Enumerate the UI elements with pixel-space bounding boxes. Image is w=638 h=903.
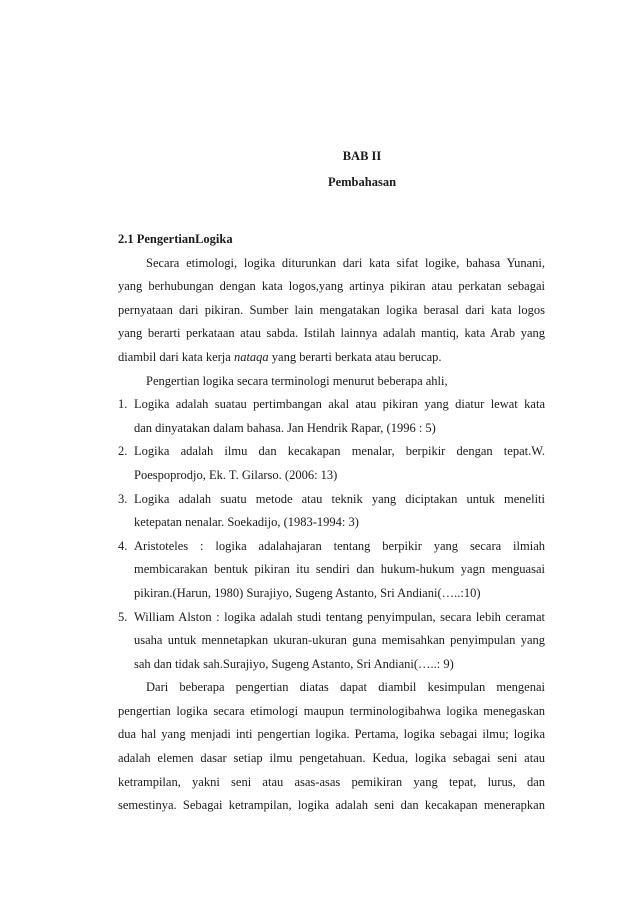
list-text: Poespoprodjo, Ek. T. Gilarso. (2006: 13) — [134, 467, 338, 482]
list-number: 1. — [118, 397, 128, 412]
list-item-5 — [118, 606, 545, 630]
list-text: membicarakan bentuk pikiran itu sendiri dan hukum-hukum yagn menguasai — [134, 562, 545, 577]
para3-line: pengertian logika secara etimologi maupun terminologibahwa logika menegaskan — [118, 703, 545, 718]
list-number: 2. — [118, 444, 128, 459]
para1-line: yang berhubungan dengan kata logos,yang artinya pikiran atau perkatan sebagai — [118, 279, 545, 294]
list-number: 4. — [118, 538, 128, 553]
list-item-3 — [118, 488, 545, 512]
para1-line: yang berarti perkataan atau sabda. Istilah lainnya adalah mantiq, kata Arab yang — [118, 326, 545, 341]
document-body — [118, 228, 545, 818]
list-item-1 — [118, 393, 545, 417]
para1-italic-word: nataqa — [233, 349, 269, 364]
chapter-title: Pembahasan — [327, 175, 397, 189]
para1-text: diambil dari kata kerja — [118, 349, 234, 364]
chapter-header — [0, 143, 638, 195]
list-text: Aristoteles : logika adalahajaran tentang berpikir yang secara ilmiah — [134, 538, 545, 553]
para3-line: ketrampilan, yakni seni atau asas-asas pemikiran yang tepat, lurus, dan — [118, 774, 545, 789]
chapter-number: BAB II — [342, 149, 382, 163]
list-text: Logika adalah suatau pertimbangan akal atau pikiran yang diatur lewat kata — [134, 397, 545, 412]
list-text: sah dan tidak sah.Surajiyo, Sugeng Astanto, Sri Andiani(…..: 9) — [134, 656, 454, 671]
list-text: Logika adalah suatu metode atau teknik yang diciptakan untuk meneliti — [134, 491, 545, 506]
list-number: 3. — [118, 491, 128, 506]
para1-line: Secara etimologi, logika diturunkan dari kata sifat logike, bahasa Yunani, — [146, 255, 545, 270]
list-item-2 — [118, 440, 545, 464]
para3-line: Dari beberapa pengertian diatas dapat diambil kesimpulan mengenai — [146, 680, 545, 695]
para3-line: adalah elemen dasar setiap ilmu pengetahuan. Kedua, logika sebagai seni atau — [118, 751, 545, 766]
section-heading: 2.1 PengertianLogika — [118, 232, 233, 246]
para3-line: dua hal yang menjadi inti pengertian logika. Pertama, logika sebagai ilmu; logika — [118, 727, 545, 742]
list-text: Logika adalah ilmu dan kecakapan menalar, berpikir dengan tepat.W. — [134, 444, 545, 459]
para1-text: yang berarti berkata atau berucap. — [268, 349, 442, 364]
list-text: pikiran.(Harun, 1980) Surajiyo, Sugeng Astanto, Sri Andiani(…..:10) — [134, 585, 481, 600]
list-item-4 — [118, 535, 545, 559]
list-text: William Alston : logika adalah studi tentang penyimpulan, secara lebih ceramat — [134, 609, 545, 624]
list-text: usaha untuk mennetapkan ukuran-ukuran guna memisahkan penyimpulan yang — [134, 633, 545, 648]
para2-line: Pengertian logika secara terminologi menurut beberapa ahli, — [146, 373, 448, 388]
list-number: 5. — [118, 609, 128, 624]
para1-line: pernyataan dari pikiran. Sumber lain mengatakan logika berasal dari kata logos — [118, 302, 545, 317]
para3-line: semestinya. Sebagai ketrampilan, logika adalah seni dan kecakapan menerapkan — [118, 798, 545, 813]
list-text: ketepatan nenalar. Soekadijo, (1983-1994: 3) — [134, 515, 359, 530]
list-text: dan dinyatakan dalam bahasa. Jan Hendrik Rapar, (1996 : 5) — [134, 420, 436, 435]
para1-line-last — [118, 346, 545, 370]
